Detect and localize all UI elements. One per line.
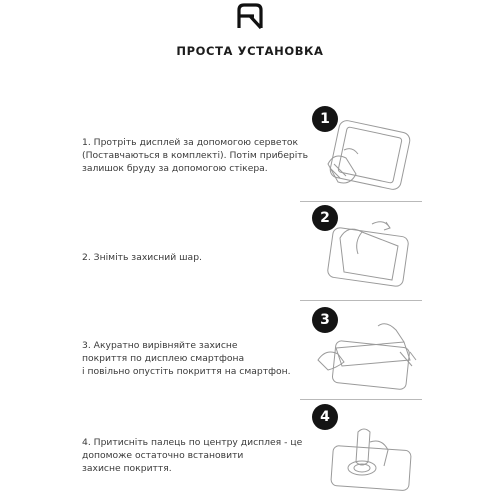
step-1-text: 1. Протріть дисплей за допомогою серветок (Поставчаються в комплекті). Потім приберіть залишок бруду за допомогою стікера.	[82, 137, 309, 174]
step-1-badge: 1	[312, 106, 338, 132]
step-2-text: 2. Зніміть захисний шар.	[82, 252, 202, 263]
step-2-divider	[300, 300, 422, 301]
step-4-badge: 4	[312, 404, 338, 430]
step-3-divider	[300, 399, 422, 400]
step-4-text: 4. Притисніть палець по центру дисплея - це допоможе остаточно встановити захисне покриття.	[82, 437, 303, 474]
brand-logo-icon	[234, 2, 266, 30]
step-3-text: 3. Акуратно вирівняйте захисне покриття по дисплею смартфона і повільно опустіть покриття на смартфон.	[82, 340, 291, 377]
page-title: ПРОСТА УСТАНОВКА	[176, 44, 324, 58]
step-2-badge: 2	[312, 205, 338, 231]
step-3-badge: 3	[312, 307, 338, 333]
